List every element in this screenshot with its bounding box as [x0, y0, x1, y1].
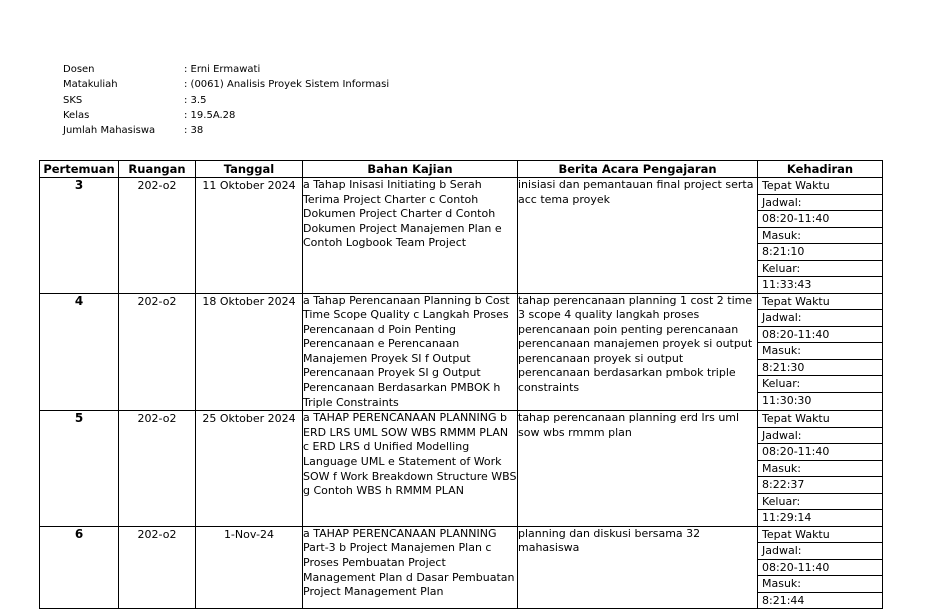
kehadiran-masuk-value: 8:21:44	[762, 593, 805, 607]
info-value: : 3.5	[184, 94, 207, 106]
cell-ruangan: 202-o2	[119, 178, 196, 294]
cell-bahan-kajian: a TAHAP PERENCANAAN PLANNING Part-3 b Project Manajemen Plan c Proses Pembuatan Project Management Plan d Dasar Pembuatan Project Management Plan	[303, 526, 518, 609]
info-label: Matakuliah	[63, 79, 118, 91]
cell-ruangan: 202-o2	[119, 526, 196, 609]
kehadiran-jadwal-value: 08:20-11:40	[758, 211, 882, 228]
info-value: : 19.5A.28	[184, 110, 236, 122]
info-value: : Erni Ermawati	[184, 64, 261, 76]
cell-kehadiran	[758, 526, 883, 609]
cell-bahan-kajian: a Tahap Inisasi Initiating b Serah Terima Project Charter c Contoh Dokumen Project Charter d Contoh Dokumen Project Manajemen Plan e Contoh Logbook Team Project	[303, 178, 518, 294]
kehadiran-jadwal-label: Jadwal:	[758, 543, 882, 560]
attendance-table	[39, 160, 883, 609]
info-label: Kelas	[63, 110, 90, 122]
table-row	[40, 178, 883, 294]
kehadiran-keluar-label: Keluar:	[758, 261, 882, 278]
table-row	[40, 526, 883, 609]
kehadiran-masuk-value: 8:21:10	[758, 244, 882, 261]
cell-kehadiran	[758, 293, 883, 411]
cell-pertemuan: 3	[40, 178, 119, 294]
info-row-jumlah-mahasiswa	[63, 123, 389, 138]
kehadiran-jadwal-label: Jadwal:	[758, 310, 882, 327]
table-row	[40, 293, 883, 411]
info-label: SKS	[63, 94, 83, 106]
kehadiran-status: Tepat Waktu	[758, 527, 882, 544]
kehadiran-keluar-value: 11:29:14	[762, 511, 812, 525]
kehadiran-jadwal-value: 08:20-11:40	[758, 327, 882, 344]
table-header-row	[40, 161, 883, 178]
kehadiran-keluar-value: 11:33:43	[762, 278, 812, 291]
info-row-sks	[63, 93, 389, 108]
header-berita-acara: Berita Acara Pengajaran	[518, 161, 758, 178]
info-label: Dosen	[63, 64, 95, 76]
cell-kehadiran	[758, 411, 883, 527]
kehadiran-keluar-value: 11:30:30	[762, 393, 812, 407]
cell-bahan-kajian: a TAHAP PERENCANAAN PLANNING b ERD LRS UML SOW WBS RMMM PLAN c ERD LRS d Unified Modelling Language UML e Statement of Work SOW f Work Breakdown Structure WBS g Contoh WBS h RMMM PLAN	[303, 411, 518, 527]
cell-berita-acara: inisiasi dan pemantauan final project serta acc tema proyek	[518, 178, 758, 294]
cell-berita-acara: tahap perencanaan planning 1 cost 2 time 3 scope 4 quality langkah proses perencanaan poin penting perencanaan perencanaan manajemen proyek si output perencanaan proyek si output perencanaan berdasarkan pmbok triple constraints	[518, 293, 758, 411]
kehadiran-masuk-label: Masuk:	[758, 343, 882, 360]
cell-pertemuan: 5	[40, 411, 119, 527]
cell-kehadiran	[758, 178, 883, 294]
kehadiran-keluar-label: Keluar:	[758, 494, 882, 511]
header-ruangan: Ruangan	[119, 161, 196, 178]
info-row-kelas	[63, 108, 389, 123]
kehadiran-jadwal-value: 08:20-11:40	[758, 560, 882, 577]
cell-tanggal: 11 Oktober 2024	[196, 178, 303, 294]
cell-ruangan: 202-o2	[119, 411, 196, 527]
kehadiran-masuk-label: Masuk:	[758, 461, 882, 478]
cell-tanggal: 18 Oktober 2024	[196, 293, 303, 411]
kehadiran-masuk-label: Masuk:	[758, 576, 882, 593]
cell-tanggal: 1-Nov-24	[196, 526, 303, 609]
kehadiran-jadwal-label: Jadwal:	[758, 195, 882, 212]
header-kehadiran: Kehadiran	[758, 161, 883, 178]
info-label: Jumlah Mahasiswa	[63, 125, 156, 137]
info-row-matakuliah	[63, 77, 389, 92]
cell-tanggal: 25 Oktober 2024	[196, 411, 303, 527]
cell-ruangan: 202-o2	[119, 293, 196, 411]
header-bahan-kajian: Bahan Kajian	[303, 161, 518, 178]
table-row	[40, 411, 883, 527]
kehadiran-jadwal-value: 08:20-11:40	[758, 444, 882, 461]
cell-berita-acara: planning dan diskusi bersama 32 mahasiswa	[518, 526, 758, 609]
cell-pertemuan: 4	[40, 293, 119, 411]
kehadiran-status: Tepat Waktu	[758, 411, 882, 428]
header-tanggal: Tanggal	[196, 161, 303, 178]
course-info	[63, 62, 389, 138]
kehadiran-keluar-label: Keluar:	[758, 376, 882, 393]
info-value: : 38	[184, 125, 204, 137]
header-pertemuan: Pertemuan	[40, 161, 119, 178]
info-row-dosen	[63, 62, 389, 77]
kehadiran-jadwal-label: Jadwal:	[758, 428, 882, 445]
cell-berita-acara: tahap perencanaan planning erd lrs uml sow wbs rmmm plan	[518, 411, 758, 527]
info-value: : (0061) Analisis Proyek Sistem Informasi	[184, 79, 390, 91]
kehadiran-masuk-value: 8:21:30	[758, 360, 882, 377]
cell-pertemuan: 6	[40, 526, 119, 609]
kehadiran-status: Tepat Waktu	[758, 178, 882, 195]
cell-bahan-kajian: a Tahap Perencanaan Planning b Cost Time Scope Quality c Langkah Proses Perencanaan d Poin Penting Perencanaan e Perencanaan Manajemen Proyek SI f Output Perencanaan Proyek SI g Output Perencanaan Berdasarkan PMBOK h Triple Constraints	[303, 293, 518, 411]
kehadiran-status: Tepat Waktu	[758, 294, 882, 311]
kehadiran-masuk-label: Masuk:	[758, 228, 882, 245]
kehadiran-masuk-value: 8:22:37	[758, 477, 882, 494]
